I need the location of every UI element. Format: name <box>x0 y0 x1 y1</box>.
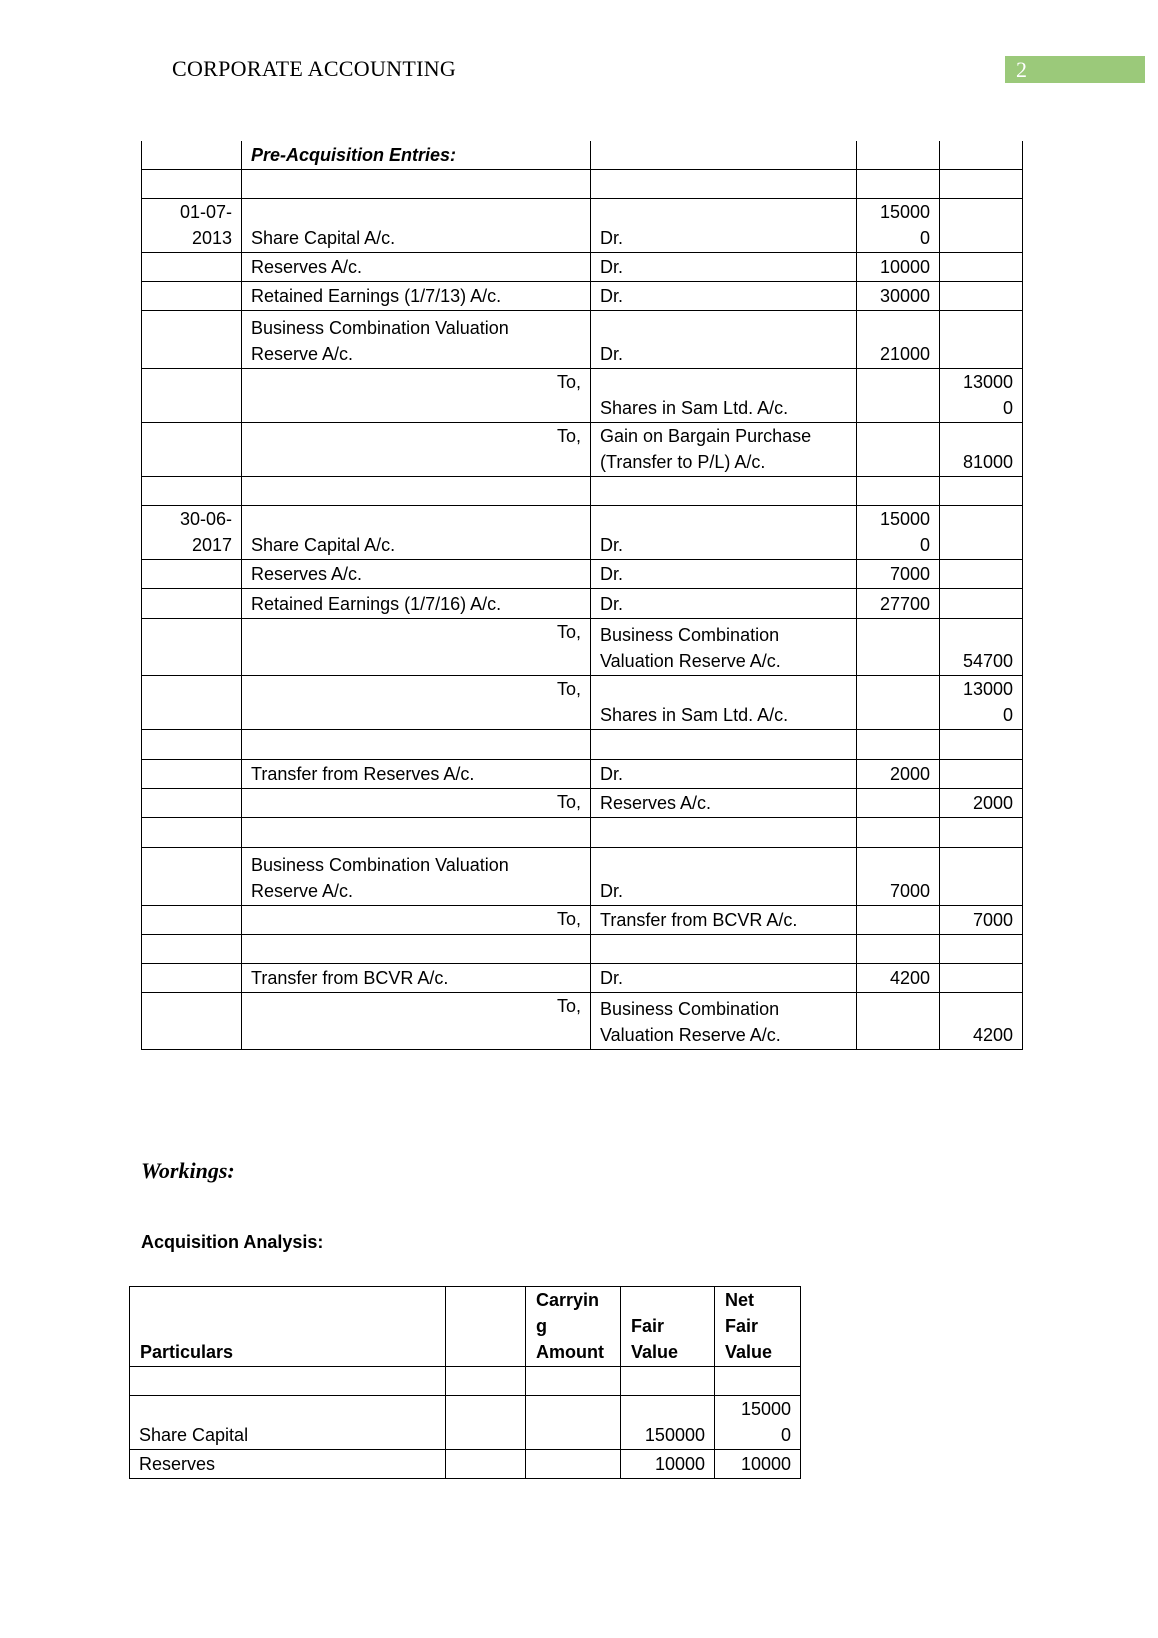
entry-date <box>142 169 242 198</box>
entry-date <box>142 281 242 310</box>
credit-amount <box>940 505 1023 559</box>
credit-amount <box>940 934 1023 963</box>
entry-particulars: To, <box>242 368 591 422</box>
entry-date <box>142 588 242 618</box>
debit-amount <box>857 905 940 934</box>
debit-amount: 15000 0 <box>857 198 940 252</box>
journal-row <box>142 675 1023 729</box>
value-cell <box>446 1367 526 1396</box>
entry-particulars: Business Combination Valuation Reserve A/c. <box>242 847 591 905</box>
entry-particulars: To, <box>242 422 591 476</box>
entry-account: Dr. <box>591 847 857 905</box>
entry-account <box>591 729 857 759</box>
entry-account <box>591 476 857 505</box>
entry-account: Dr. <box>591 588 857 618</box>
entry-account: Gain on Bargain Purchase (Transfer to P/L) A/c. <box>591 422 857 476</box>
entry-account: Dr. <box>591 252 857 281</box>
value-cell <box>526 1367 621 1396</box>
credit-amount: 13000 0 <box>940 368 1023 422</box>
value-cell <box>526 1396 621 1450</box>
debit-amount: 15000 0 <box>857 505 940 559</box>
entry-date: 01-07- 2013 <box>142 198 242 252</box>
entry-date <box>142 817 242 847</box>
entry-account: Dr. <box>591 310 857 368</box>
entry-date <box>142 729 242 759</box>
journal-row <box>142 368 1023 422</box>
journal-row <box>142 934 1023 963</box>
entry-particulars <box>242 729 591 759</box>
debit-amount <box>857 992 940 1049</box>
column-header: Fair Value <box>621 1287 715 1367</box>
particulars-cell: Reserves <box>130 1450 446 1479</box>
entry-date <box>142 963 242 992</box>
entry-date <box>142 847 242 905</box>
debit-amount <box>857 675 940 729</box>
table-row <box>130 1396 801 1450</box>
entry-particulars <box>242 934 591 963</box>
entry-date <box>142 992 242 1049</box>
debit-amount: 27700 <box>857 588 940 618</box>
particulars-cell: Share Capital <box>130 1396 446 1450</box>
entry-date <box>142 368 242 422</box>
journal-row <box>142 141 1023 169</box>
credit-amount: 54700 <box>940 618 1023 675</box>
journal-row <box>142 788 1023 817</box>
journal-row <box>142 252 1023 281</box>
acquisition-analysis-heading: Acquisition Analysis: <box>141 1232 324 1252</box>
entry-account: Business Combination Valuation Reserve A/c. <box>591 618 857 675</box>
entry-account: Reserves A/c. <box>591 788 857 817</box>
entry-particulars: Transfer from Reserves A/c. <box>242 759 591 788</box>
entry-particulars: Retained Earnings (1/7/13) A/c. <box>242 281 591 310</box>
entry-account: Shares in Sam Ltd. A/c. <box>591 368 857 422</box>
journal-row <box>142 476 1023 505</box>
column-header: Particulars <box>130 1287 446 1367</box>
debit-amount: 2000 <box>857 759 940 788</box>
entry-account: Dr. <box>591 281 857 310</box>
journal-row <box>142 169 1023 198</box>
value-cell <box>526 1450 621 1479</box>
journal-row <box>142 992 1023 1049</box>
entry-account: Dr. <box>591 198 857 252</box>
credit-amount <box>940 281 1023 310</box>
journal-row <box>142 759 1023 788</box>
debit-amount: 4200 <box>857 963 940 992</box>
entry-account <box>591 934 857 963</box>
value-cell <box>715 1367 801 1396</box>
entry-date: 30-06- 2017 <box>142 505 242 559</box>
entry-particulars: To, <box>242 992 591 1049</box>
entry-account <box>591 817 857 847</box>
debit-amount: 30000 <box>857 281 940 310</box>
credit-amount: 2000 <box>940 788 1023 817</box>
debit-amount <box>857 169 940 198</box>
entry-particulars: Reserves A/c. <box>242 559 591 588</box>
entry-account: Dr. <box>591 505 857 559</box>
journal-row <box>142 963 1023 992</box>
journal-row <box>142 729 1023 759</box>
entry-date <box>142 141 242 169</box>
value-cell: 10000 <box>621 1450 715 1479</box>
journal-row <box>142 505 1023 559</box>
workings-heading: Workings: <box>141 1158 235 1183</box>
entry-date <box>142 422 242 476</box>
entry-particulars: Share Capital A/c. <box>242 198 591 252</box>
entry-date <box>142 905 242 934</box>
running-header-title: CORPORATE ACCOUNTING <box>172 56 457 81</box>
journal-row <box>142 310 1023 368</box>
particulars-cell <box>130 1367 446 1396</box>
page-number-badge: 2 <box>1005 56 1145 83</box>
entry-date <box>142 618 242 675</box>
entry-particulars: Retained Earnings (1/7/16) A/c. <box>242 588 591 618</box>
credit-amount <box>940 847 1023 905</box>
entry-date <box>142 559 242 588</box>
debit-amount <box>857 729 940 759</box>
entry-account: Shares in Sam Ltd. A/c. <box>591 675 857 729</box>
table-row <box>130 1450 801 1479</box>
entry-particulars: Pre-Acquisition Entries: <box>242 141 591 169</box>
entry-date <box>142 310 242 368</box>
journal-row <box>142 198 1023 252</box>
entry-particulars: To, <box>242 618 591 675</box>
credit-amount <box>940 310 1023 368</box>
entry-account <box>591 169 857 198</box>
debit-amount <box>857 817 940 847</box>
credit-amount: 7000 <box>940 905 1023 934</box>
value-cell <box>621 1367 715 1396</box>
credit-amount <box>940 559 1023 588</box>
credit-amount: 4200 <box>940 992 1023 1049</box>
acquisition-analysis-table <box>129 1286 801 1479</box>
credit-amount <box>940 963 1023 992</box>
credit-amount <box>940 252 1023 281</box>
credit-amount <box>940 169 1023 198</box>
entry-particulars <box>242 169 591 198</box>
value-cell: 15000 0 <box>715 1396 801 1450</box>
credit-amount <box>940 476 1023 505</box>
credit-amount <box>940 817 1023 847</box>
credit-amount <box>940 141 1023 169</box>
entry-account: Dr. <box>591 759 857 788</box>
debit-amount: 21000 <box>857 310 940 368</box>
value-cell: 10000 <box>715 1450 801 1479</box>
debit-amount <box>857 476 940 505</box>
entry-particulars: Reserves A/c. <box>242 252 591 281</box>
column-header: Carryin g Amount <box>526 1287 621 1367</box>
journal-entries-table <box>141 141 1023 1050</box>
entry-account <box>591 141 857 169</box>
table-header-row <box>130 1287 801 1367</box>
entry-date <box>142 476 242 505</box>
table-row <box>130 1367 801 1396</box>
journal-row <box>142 588 1023 618</box>
entry-particulars: To, <box>242 675 591 729</box>
credit-amount <box>940 729 1023 759</box>
entry-account: Business Combination Valuation Reserve A/c. <box>591 992 857 1049</box>
debit-amount <box>857 422 940 476</box>
entry-date <box>142 934 242 963</box>
entry-particulars: Transfer from BCVR A/c. <box>242 963 591 992</box>
debit-amount <box>857 368 940 422</box>
entry-particulars: Business Combination Valuation Reserve A/c. <box>242 310 591 368</box>
entry-particulars <box>242 476 591 505</box>
journal-row <box>142 422 1023 476</box>
debit-amount: 7000 <box>857 559 940 588</box>
entry-date <box>142 788 242 817</box>
debit-amount: 7000 <box>857 847 940 905</box>
journal-row <box>142 618 1023 675</box>
value-cell <box>446 1396 526 1450</box>
journal-row <box>142 847 1023 905</box>
journal-row <box>142 905 1023 934</box>
journal-row <box>142 281 1023 310</box>
credit-amount: 13000 0 <box>940 675 1023 729</box>
entry-account: Dr. <box>591 963 857 992</box>
credit-amount: 81000 <box>940 422 1023 476</box>
debit-amount <box>857 788 940 817</box>
entry-account: Transfer from BCVR A/c. <box>591 905 857 934</box>
credit-amount <box>940 588 1023 618</box>
entry-account: Dr. <box>591 559 857 588</box>
journal-row <box>142 559 1023 588</box>
debit-amount <box>857 141 940 169</box>
credit-amount <box>940 759 1023 788</box>
entry-particulars: Share Capital A/c. <box>242 505 591 559</box>
credit-amount <box>940 198 1023 252</box>
debit-amount <box>857 934 940 963</box>
value-cell <box>446 1450 526 1479</box>
column-header: Net Fair Value <box>715 1287 801 1367</box>
entry-date <box>142 252 242 281</box>
entry-particulars: To, <box>242 788 591 817</box>
entry-particulars <box>242 817 591 847</box>
debit-amount: 10000 <box>857 252 940 281</box>
entry-date <box>142 675 242 729</box>
journal-row <box>142 817 1023 847</box>
debit-amount <box>857 618 940 675</box>
entry-particulars: To, <box>242 905 591 934</box>
column-header <box>446 1287 526 1367</box>
value-cell: 150000 <box>621 1396 715 1450</box>
entry-date <box>142 759 242 788</box>
